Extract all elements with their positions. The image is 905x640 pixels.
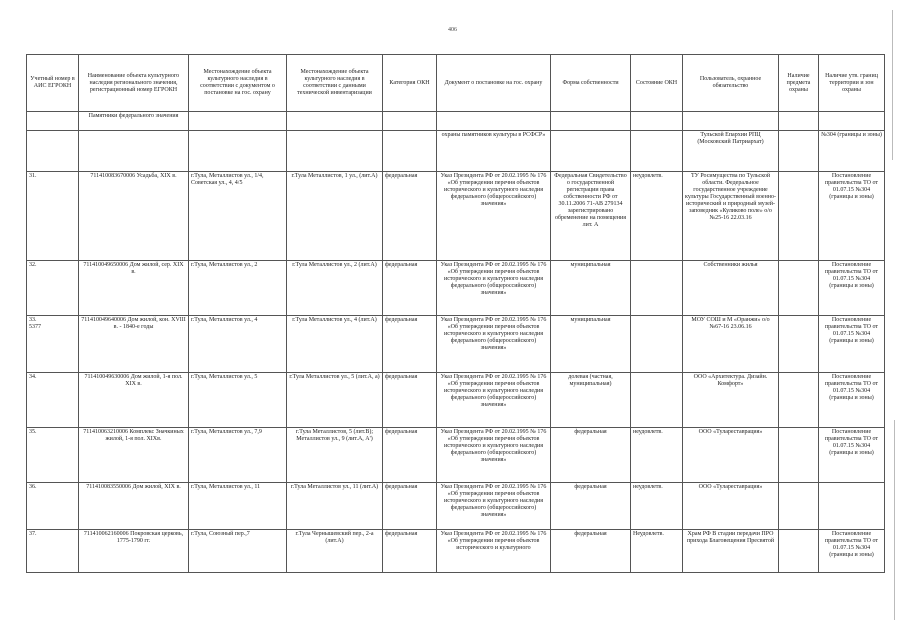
category-cell: федеральная (383, 261, 437, 316)
document-cell: Указ Президента РФ от 20.02.1995 № 176 «Об утверждении перечня объектов исторического и культурного наследия федерального (общероссийского) значения» (437, 316, 551, 373)
document-cell: Указ Президента РФ от 20.02.1995 № 176 «Об утверждении перечня объектов исторического и культурного наследия федерального (общероссийского) значения» (437, 373, 551, 428)
empty-cell (27, 112, 79, 131)
header-cell: Категория ОКН (383, 55, 437, 112)
scan-edge-mark-top (892, 10, 893, 160)
location-doc-cell: г.Тула, Металлистов ул., 2 (189, 261, 287, 316)
document-cell: Указ Президента РФ от 20.02.1995 № 176 «Об утверждении перечня объектов исторического и культурного наследия федерального (общероссийского) значения» (437, 261, 551, 316)
object-name-cell (79, 131, 189, 172)
location-doc-cell: г.Тула, Металлистов ул., 5 (189, 373, 287, 428)
empty-cell (551, 112, 631, 131)
ownership-cell (551, 131, 631, 172)
protection-subject-cell (779, 261, 819, 316)
condition-cell (631, 316, 683, 373)
table-row (27, 373, 885, 428)
ownership-cell: Федеральная Свидетельство о государственной регистрации права собственности РФ от 30.11.2006 71-АВ 279134 зарегистрировано обременение на помещения лит. А (551, 172, 631, 261)
ownership-cell: федеральная (551, 483, 631, 530)
user-cell: Храм РФ В стадии передачи ПРО прихода Благовещения Пресвятой (683, 530, 779, 573)
user-cell: МОУ СОШ и М «Оранжи» о/о №67-16 23.06.16 (683, 316, 779, 373)
header-cell: Местонахождение объекта культурного наследия в соответствии с документом о постановке на гос. охрану (189, 55, 287, 112)
object-name-cell: 711410083670006 Усадьба, XIX в. (79, 172, 189, 261)
scan-edge-mark-bottom (894, 420, 895, 620)
subheader-row (27, 112, 885, 131)
ownership-cell: муниципальная (551, 261, 631, 316)
empty-cell (189, 112, 287, 131)
header-cell: Форма собственности (551, 55, 631, 112)
document-cell: охраны памятников культуры в РСФСР» (437, 131, 551, 172)
location-tech-cell: г.Тула Металлистов, 1 ул., (лит.А) (287, 172, 383, 261)
location-doc-cell (189, 131, 287, 172)
row-number-cell: 31. (27, 172, 79, 261)
protection-subject-cell (779, 373, 819, 428)
header-cell: Наличие утв. границ территории и зон охраны (819, 55, 885, 112)
location-doc-cell: г.Тула, Металлистов ул., 4 (189, 316, 287, 373)
object-name-cell: 711410049640006 Дом жилой, кон. XVIII в. - 1840-е годы (79, 316, 189, 373)
header-cell: Состояние ОКН (631, 55, 683, 112)
boundaries-cell: Постановление правительства ТО от 01.07.15 №304 (границы и зоны) (819, 261, 885, 316)
object-name-cell: 711410062160006 Покровская церковь, 1775-1790 гг. (79, 530, 189, 573)
category-cell: федеральная (383, 428, 437, 483)
header-cell: Наличие предмета охраны (779, 55, 819, 112)
user-cell: Собственники жилья (683, 261, 779, 316)
empty-cell (683, 112, 779, 131)
boundaries-cell: Постановление правительства ТО от 01.07.15 №304 (границы и зоны) (819, 530, 885, 573)
ownership-cell: долевая (частная, муниципальная) (551, 373, 631, 428)
empty-cell (437, 112, 551, 131)
document-cell: Указ Президента РФ от 20.02.1995 № 176 «Об утверждении перечня объектов исторического и культурного наследия федерального (общероссийского) значения» (437, 483, 551, 530)
header-cell: Учетный номер в АИС ЕГРОКН (27, 55, 79, 112)
empty-cell (779, 112, 819, 131)
protection-subject-cell (779, 428, 819, 483)
ownership-cell: муниципальная (551, 316, 631, 373)
category-cell (383, 131, 437, 172)
row-number-cell: 35. (27, 428, 79, 483)
category-cell: федеральная (383, 172, 437, 261)
empty-cell (287, 112, 383, 131)
user-cell: Тульской Епархии РПЦ (Московский Патриархат) (683, 131, 779, 172)
row-number-cell: 33.5377 (27, 316, 79, 373)
boundaries-cell: Постановление правительства ТО от 01.07.15 №304 (границы и зоны) (819, 428, 885, 483)
location-tech-cell: г.Тула Металлистов ул., 4 (лит.А) (287, 316, 383, 373)
table-row (27, 483, 885, 530)
category-cell: федеральная (383, 530, 437, 573)
empty-cell (383, 112, 437, 131)
location-tech-cell: г.Тула Металлистов, 5 (лит.В); Металлистов ул., 9 (лит.А, А') (287, 428, 383, 483)
protection-subject-cell (779, 483, 819, 530)
category-cell: федеральная (383, 373, 437, 428)
protection-subject-cell (779, 172, 819, 261)
location-doc-cell: г.Тула, Металлистов ул., 7,9 (189, 428, 287, 483)
condition-cell (631, 373, 683, 428)
location-doc-cell: г.Тула, Металлистов ул., 1/4, Советская ул., 4, 4/5 (189, 172, 287, 261)
row-number-cell: 37. (27, 530, 79, 573)
heritage-registry-table (26, 54, 885, 573)
document-cell: Указ Президента РФ от 20.02.1995 № 176 «Об утверждении перечня объектов исторического и культурного наследия федерального (общероссийского) значения» (437, 172, 551, 261)
boundaries-cell: №304 (границы и зоны) (819, 131, 885, 172)
object-name-cell: 711410063210006 Комплекс Значкиных жилой, 1-я пол. XIXв. (79, 428, 189, 483)
location-tech-cell: г.Тула Металлистов ул., 2 (лит.А) (287, 261, 383, 316)
protection-subject-cell (779, 530, 819, 573)
header-row (27, 55, 885, 112)
row-number-cell: 36. (27, 483, 79, 530)
category-cell: федеральная (383, 483, 437, 530)
condition-cell: неудовлетв. (631, 172, 683, 261)
boundaries-cell: Постановление правительства ТО от 01.07.15 №304 (границы и зоны) (819, 373, 885, 428)
ownership-cell: федеральная (551, 428, 631, 483)
table-row (27, 316, 885, 373)
location-doc-cell: г.Тула, Союзный пер.,7 (189, 530, 287, 573)
location-tech-cell: г.Тула Чернышевский пер., 2-а (лит.А) (287, 530, 383, 573)
header-cell: Документ о постановке на гос. охрану (437, 55, 551, 112)
condition-cell (631, 261, 683, 316)
boundaries-cell: Постановление правительства ТО от 01.07.15 №304 (границы и зоны) (819, 172, 885, 261)
user-cell: ООО «Тулареставрация» (683, 483, 779, 530)
row-number-cell (27, 131, 79, 172)
document-cell: Указ Президента РФ от 20.02.1995 № 176 «Об утверждении перечня объектов исторического и культурного наследия федерального (общероссийского) значения» (437, 428, 551, 483)
table-row (27, 261, 885, 316)
location-tech-cell: г.Тула Металлистов ул., 5 (лит.А, а) (287, 373, 383, 428)
page-number: 406 (448, 27, 457, 33)
row-number-cell: 34. (27, 373, 79, 428)
table-row (27, 172, 885, 261)
header-cell: Пользователь, охранное обязательство (683, 55, 779, 112)
protection-subject-cell (779, 131, 819, 172)
table-row (27, 131, 885, 172)
empty-cell (819, 112, 885, 131)
row-number-cell: 32. (27, 261, 79, 316)
category-cell: федеральная (383, 316, 437, 373)
subheader-label: Памятники федерального значения (79, 112, 189, 131)
user-cell: ООО «Архитектура. Дизайн. Комфорт» (683, 373, 779, 428)
location-tech-cell: г.Тула Металлистов ул., 11 (лит.А) (287, 483, 383, 530)
user-cell: ООО «Тулареставрация» (683, 428, 779, 483)
protection-subject-cell (779, 316, 819, 373)
condition-cell: Неудовлетв. (631, 530, 683, 573)
location-tech-cell (287, 131, 383, 172)
object-name-cell: 711410049630006 Дом жилой, 1-я пол. XIX в. (79, 373, 189, 428)
document-cell: Указ Президента РФ от 20.02.1995 № 176 «Об утверждении перечня объектов исторического и культурного (437, 530, 551, 573)
object-name-cell: 711410049650006 Дом жилой, сер. XIX в. (79, 261, 189, 316)
boundaries-cell: Постановление правительства ТО от 01.07.15 №304 (границы и зоны) (819, 316, 885, 373)
header-cell: Наименование объекта культурного наследия регионального значения, регистрационный номер ЕГРОКН (79, 55, 189, 112)
condition-cell: неудовлетв. (631, 428, 683, 483)
condition-cell: неудовлетв. (631, 483, 683, 530)
location-doc-cell: г.Тула, Металлистов ул., 11 (189, 483, 287, 530)
condition-cell (631, 131, 683, 172)
ownership-cell: федеральная (551, 530, 631, 573)
object-name-cell: 711410083550006 Дом жилой, XIX в. (79, 483, 189, 530)
user-cell: ТУ Росимущества по Тульской области. Федеральное государственное учреждение культуры Государственный военно-исторический и природный музей-заповедник «Куликово поле» о/о №25-16 22.03.16 (683, 172, 779, 261)
boundaries-cell (819, 483, 885, 530)
table-row (27, 428, 885, 483)
header-cell: Местонахождение объекта культурного наследия в соответствии с данными технической инвентаризации (287, 55, 383, 112)
table-row (27, 530, 885, 573)
empty-cell (631, 112, 683, 131)
